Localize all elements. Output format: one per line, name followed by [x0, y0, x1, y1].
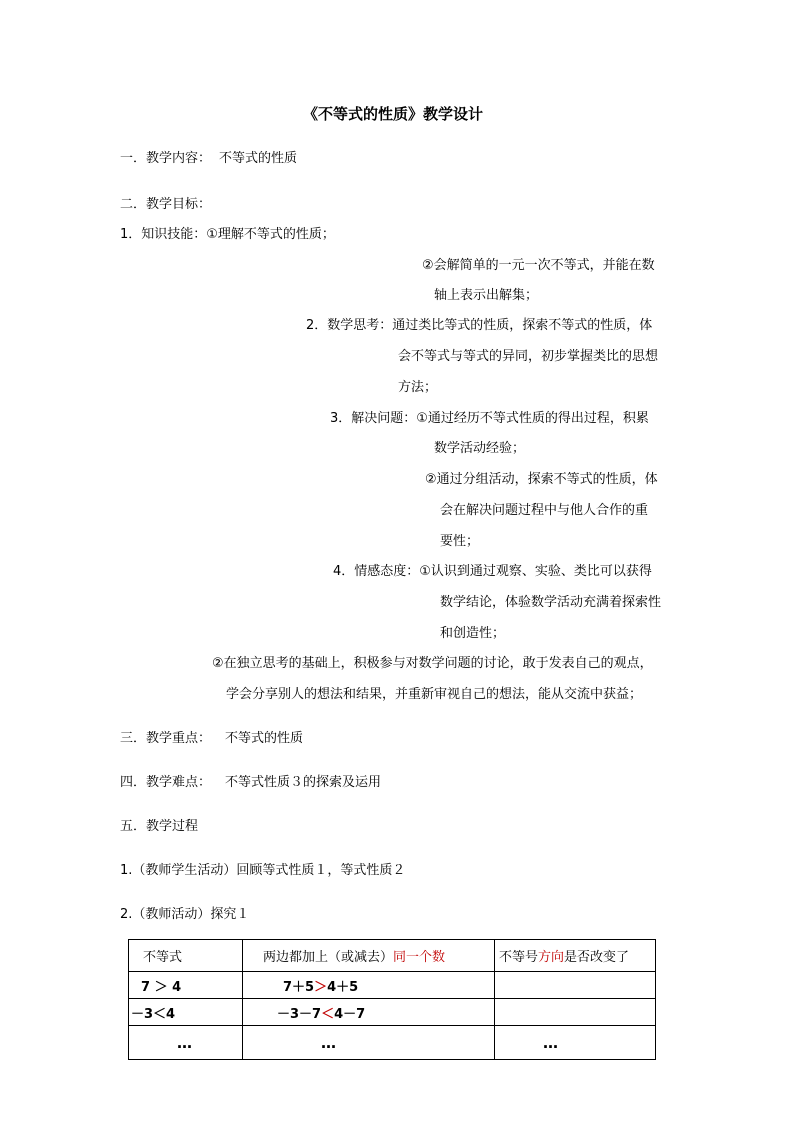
header-operation-text: 两边都加上（或减去） [263, 950, 394, 965]
section-content-value: 不等式的性质 [219, 151, 298, 166]
goal-1-b-line1: ②会解简单的一元一次不等式，并能在数 [422, 258, 655, 273]
process-step-1: 1.（教师学生活动）回顾等式性质１，等式性质２ [120, 863, 406, 878]
header-operation [243, 946, 494, 965]
goal-1-head: 1．知识技能：①理解不等式的性质； [120, 227, 335, 242]
table-row [129, 1026, 656, 1060]
process-step-2: 2.（教师活动）探究１ [120, 907, 250, 922]
inequality-table [128, 939, 656, 1060]
section-key-points-label: 三．教学重点： [120, 731, 212, 746]
row-2-expression [243, 1003, 494, 1022]
goal-4-b-line1: ②在独立思考的基础上，积极参与对数学问题的讨论，敢于发表自己的观点， [212, 656, 653, 671]
table-cell [243, 972, 495, 999]
goal-3-line1: 3．解决问题：①通过经历不等式性质的得出过程，积累 [330, 411, 649, 426]
goal-3-b-line1: ②通过分组活动，探索不等式的性质，体 [425, 472, 658, 487]
section-difficulty-value: 不等式性质３的探索及运用 [225, 775, 382, 790]
row-1-expr-op: ＞ [314, 979, 328, 995]
goal-3-line2: 数学活动经验； [434, 441, 526, 456]
header-changed-highlight: 方向 [538, 950, 565, 965]
section-difficulty-label: 四．教学难点： [120, 775, 212, 790]
table-cell [495, 1026, 656, 1060]
row-2-inequality: －3＜4 [131, 1006, 176, 1022]
table-header-cell [129, 940, 243, 972]
goal-3-b-line2: 会在解决问题过程中与他人合作的重 [440, 503, 649, 518]
ellipsis-inequality: … [177, 1033, 193, 1052]
row-2-expr-left: －3－7 [277, 1006, 322, 1022]
table-cell [495, 999, 656, 1026]
table-cell [129, 999, 243, 1026]
goal-2-line2: 会不等式与等式的异同，初步掌握类比的思想 [398, 349, 659, 364]
row-2-expr-right: 4－7 [334, 1006, 366, 1022]
table-header-cell [243, 940, 495, 972]
row-1-expression [243, 976, 494, 995]
ellipsis-changed: … [543, 1033, 559, 1052]
goal-4-line3: 和创造性； [440, 626, 506, 641]
header-changed-post: 是否改变了 [564, 950, 630, 965]
goal-1-b-line2: 轴上表示出解集； [434, 288, 539, 303]
table-header-cell [495, 940, 656, 972]
page-title: 《不等式的性质》教学设计 [303, 105, 484, 123]
goal-4-line2: 数学结论，体验数学活动充满着探索性 [440, 595, 662, 610]
section-difficulty [120, 775, 381, 791]
section-process-label: 五．教学过程 [120, 819, 199, 834]
row-1-inequality: 7 ＞ 4 [141, 979, 182, 995]
header-inequality: 不等式 [143, 950, 183, 965]
header-operation-highlight: 同一个数 [393, 950, 446, 965]
table-cell [495, 972, 656, 999]
section-key-points-value: 不等式的性质 [225, 731, 304, 746]
table-cell [129, 1026, 243, 1060]
table-cell [243, 1026, 495, 1060]
table-row [129, 999, 656, 1026]
section-content [120, 151, 297, 167]
goal-4-b-line2: 学会分享别人的想法和结果，并重新审视自己的想法，能从交流中获益； [226, 687, 643, 702]
goal-2-line3: 方法； [398, 380, 438, 395]
table-header-row [129, 940, 656, 972]
goal-4-line1: 4．情感态度：①认识到通过观察、实验、类比可以获得 [333, 564, 652, 579]
section-content-label: 一．教学内容： [120, 151, 212, 166]
table-cell [243, 999, 495, 1026]
table-row [129, 972, 656, 999]
goal-3-b-line3: 要性； [440, 534, 480, 549]
row-1-expr-right: 4＋5 [327, 979, 359, 995]
header-changed [495, 946, 655, 965]
goal-2-line1: 2．数学思考：通过类比等式的性质，探索不等式的性质，体 [306, 318, 653, 333]
ellipsis-expression: … [321, 1033, 337, 1052]
row-2-expr-op: ＜ [321, 1006, 335, 1022]
section-key-points [120, 731, 303, 747]
row-1-expr-left: 7＋5 [283, 979, 315, 995]
table-cell [129, 972, 243, 999]
header-changed-pre: 不等号 [499, 950, 539, 965]
section-goals-label: 二．教学目标： [120, 197, 212, 212]
